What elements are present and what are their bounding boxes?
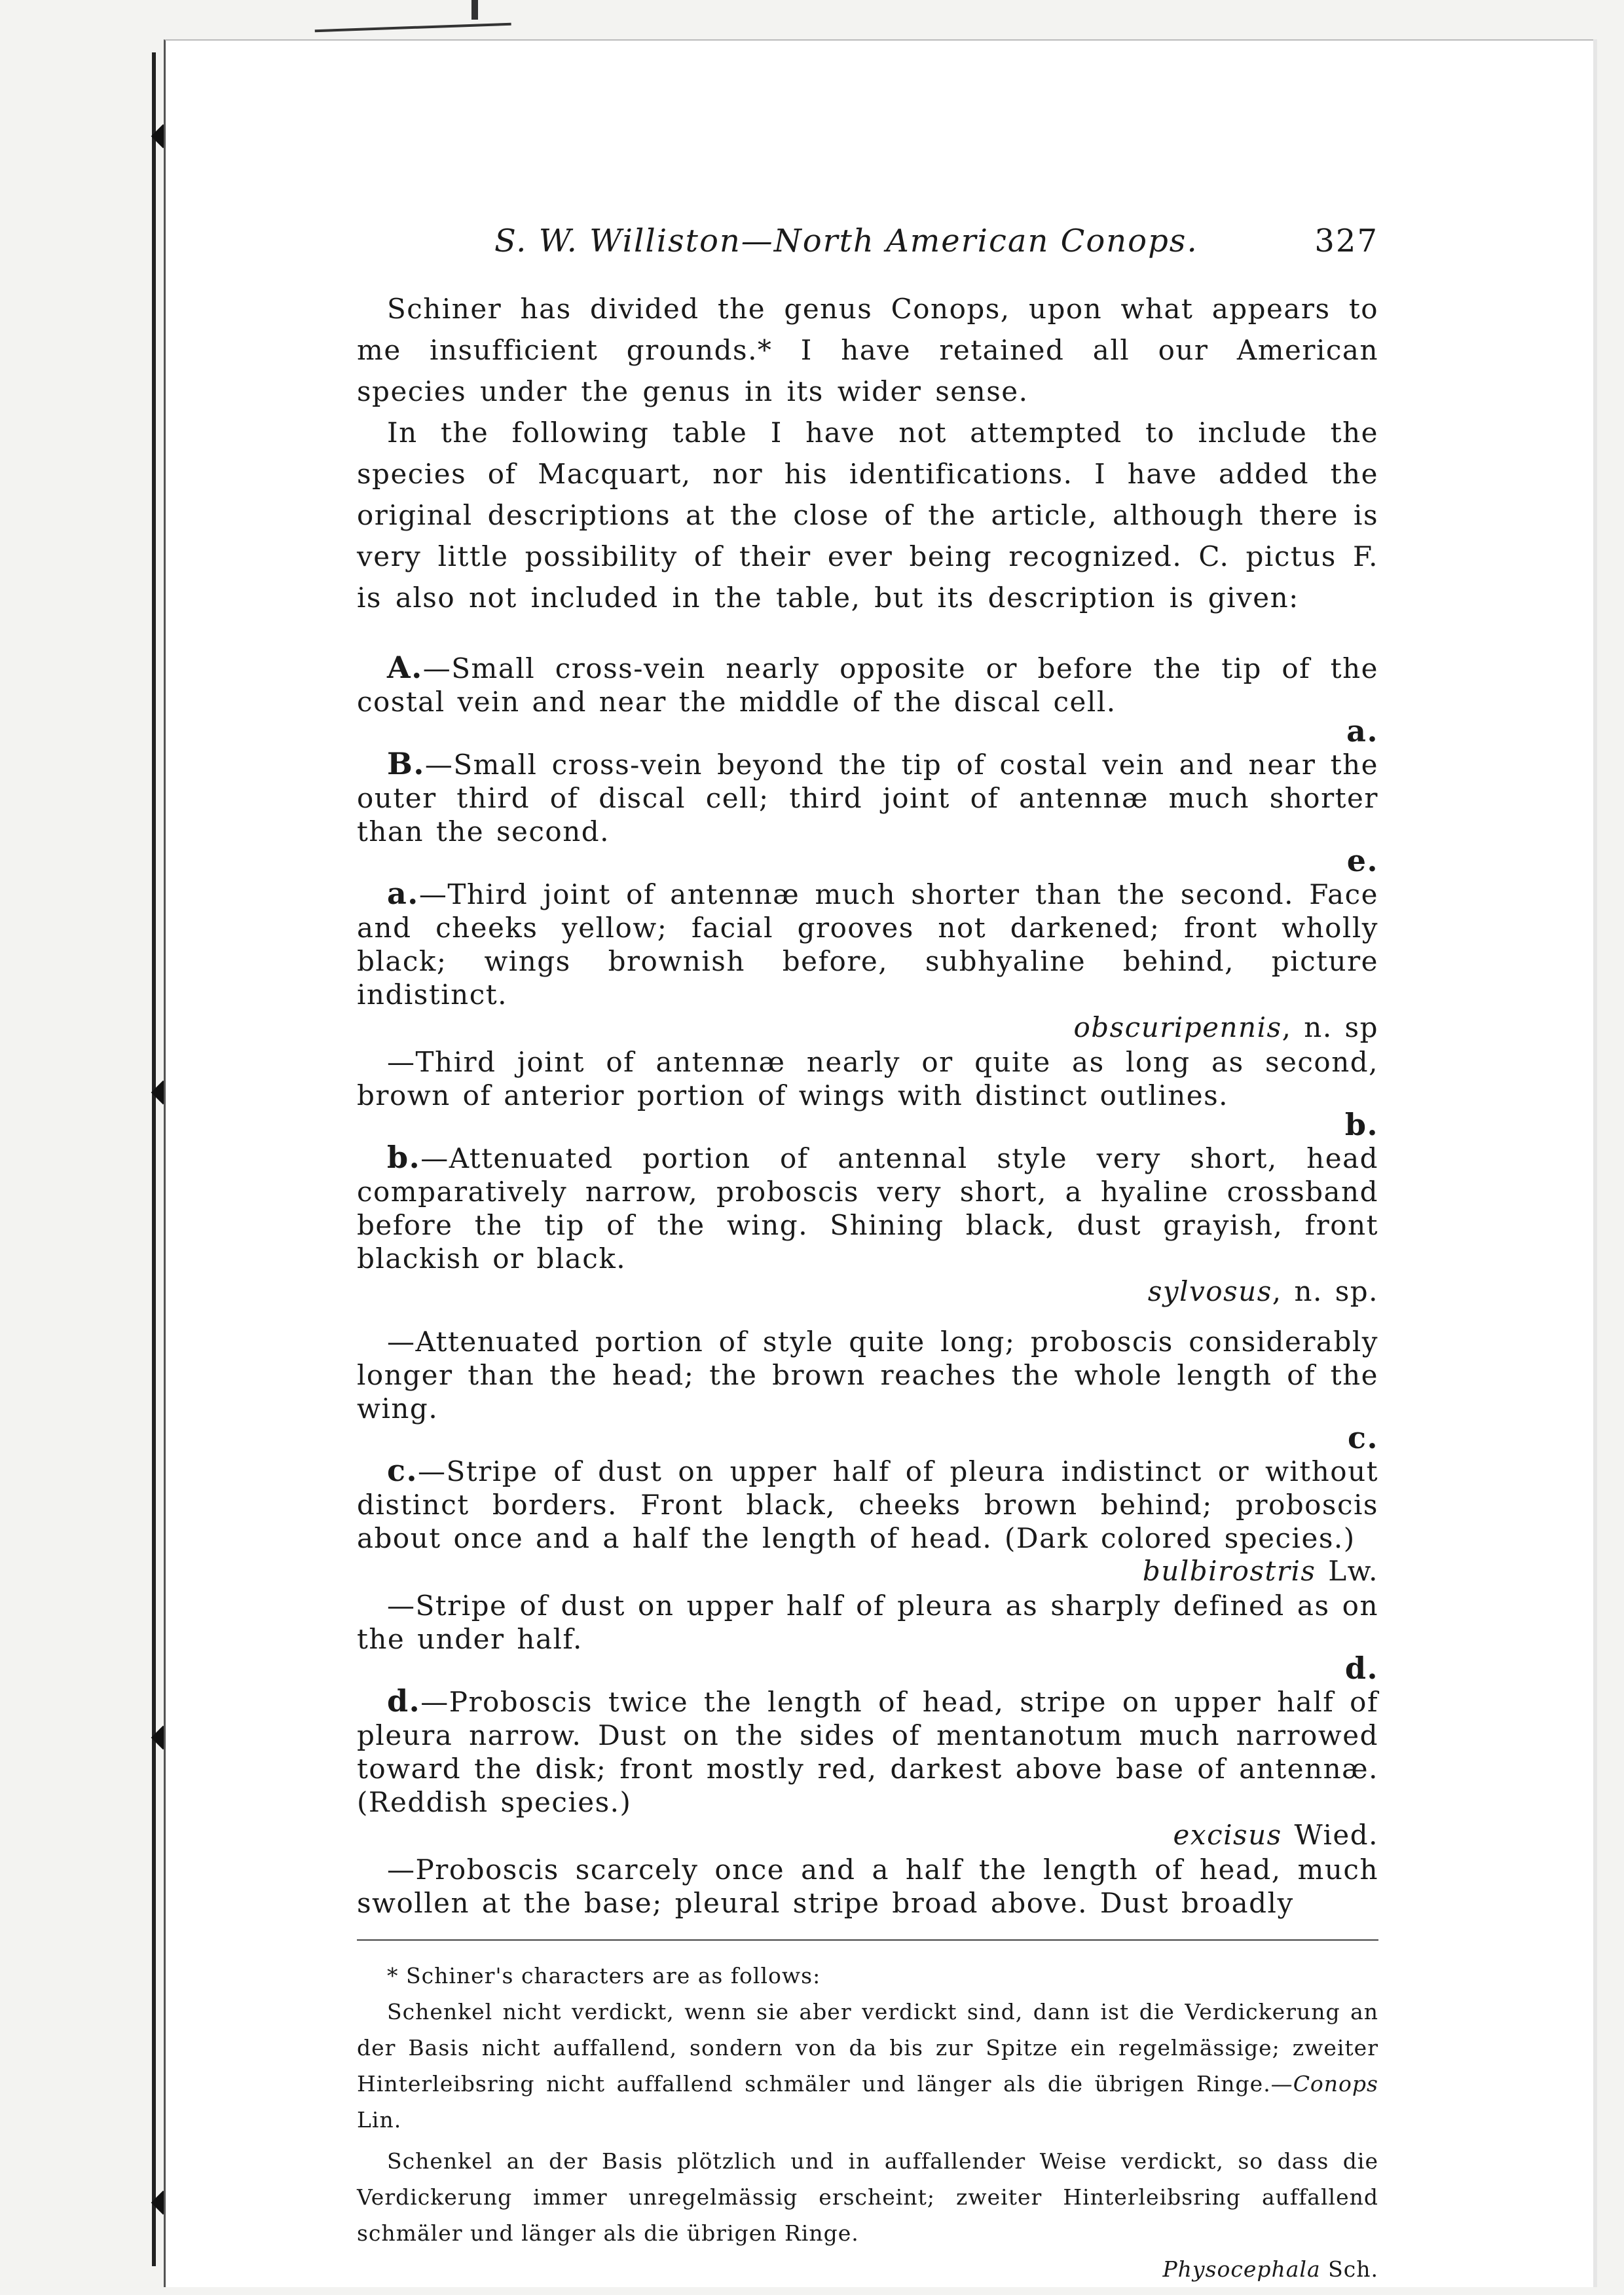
- species-name: obscuripennis: [1073, 1011, 1282, 1043]
- key-entry-d-alt: [357, 1853, 1378, 1920]
- footnote-genus-ref: [357, 2251, 1378, 2287]
- species-author: Lw.: [1316, 1555, 1378, 1587]
- key-entry-a: [357, 877, 1378, 1044]
- key-label: d.: [387, 1683, 421, 1719]
- page-number: 327: [1314, 223, 1378, 259]
- species-name: excisus: [1173, 1819, 1282, 1851]
- key-text: —Stripe of dust on upper half of pleura indistinct or without distinct borders. Front black, cheeks brown behind; proboscis about once and a half the length of head. (Dark colored species.): [357, 1455, 1378, 1554]
- key-text: —Attenuated portion of style quite long; proboscis considerably longer than the head; the brown reaches the whole length of the wing.: [357, 1326, 1378, 1425]
- key-text: —Small cross-vein beyond the tip of costal vein and near the outer third of discal cell; third joint of antennæ much shorter than the second.: [357, 749, 1378, 848]
- footnote-lead: * Schiner's characters are as follows:: [387, 1963, 821, 1988]
- key-text: —Third joint of antennæ much shorter than the second. Face and cheeks yellow; facial grooves not darkened; front wholly black; wings brownish before, subhyaline behind, picture indistinct.: [357, 878, 1378, 1011]
- key-text: —Proboscis scarcely once and a half the length of head, much swollen at the base; pleural stripe broad above. Dust broadly: [357, 1854, 1378, 1919]
- genus-author: Sch.: [1320, 2256, 1378, 2282]
- key-entry-a-alt: [357, 1045, 1378, 1140]
- key-goto: b.: [1344, 1107, 1378, 1142]
- genus-name: Conops: [1293, 2071, 1378, 2097]
- key-entry-c: [357, 1454, 1378, 1588]
- species-author: , n. sp: [1282, 1011, 1378, 1043]
- scan-artifact: [314, 0, 511, 32]
- key-goto: a.: [1346, 713, 1378, 749]
- key-entry-b-alt: [357, 1325, 1378, 1453]
- key-goto: d.: [1344, 1651, 1378, 1686]
- species-reference: [357, 1275, 1378, 1308]
- key-entry-d: [357, 1685, 1378, 1852]
- key-text: —Attenuated portion of antennal style very short, head comparatively narrow, proboscis very short, a hyaline crossband before the tip of the wing. Shining black, dust grayish, front blackish or black.: [357, 1142, 1378, 1275]
- key-goto: c.: [1347, 1420, 1378, 1455]
- key-text: —Proboscis twice the length of head, stripe on upper half of pleura narrow. Dust on the sides of mentanotum much narrowed toward the disk; front mostly red, darkest above base of antennæ. (Reddish species.): [357, 1686, 1378, 1818]
- key-text: —Small cross-vein nearly opposite or before the tip of the costal vein and near the middle of the discal cell.: [357, 652, 1378, 718]
- footnote: [357, 1958, 1378, 2287]
- species-author: , n. sp.: [1272, 1275, 1378, 1307]
- species-name: bulbirostris: [1142, 1555, 1316, 1587]
- key-label: A.: [387, 650, 423, 685]
- key-text: —Stripe of dust on upper half of pleura as sharply defined as on the under half.: [357, 1590, 1378, 1655]
- species-author: Wied.: [1282, 1819, 1378, 1851]
- running-title: S. W. Williston—North American Conops.: [494, 223, 1198, 259]
- species-reference: [357, 1555, 1378, 1588]
- genus-name: Physocephala: [1162, 2256, 1321, 2282]
- species-reference: [357, 1819, 1378, 1852]
- key-entry-B: [357, 747, 1378, 876]
- key-entry-c-alt: [357, 1589, 1378, 1686]
- intro-paragraph-1: Schiner has divided the genus Conops, upon what appears to me insufficient grounds.* I have retained all our American species under the genus in its wider sense.: [357, 293, 1378, 407]
- key-text: —Third joint of antennæ nearly or quite as long as second, brown of anterior portion of wings with distinct outlines.: [357, 1046, 1378, 1111]
- footnote-paragraph-1: [357, 1994, 1378, 2138]
- key-entry-b: [357, 1141, 1378, 1308]
- key-label: b.: [387, 1140, 421, 1175]
- footnote-rule: [357, 1939, 1378, 1941]
- identification-key: [357, 651, 1378, 1920]
- scan-artifact-tick: [471, 0, 478, 20]
- footnote-paragraph-2: [357, 2143, 1378, 2251]
- book-spine: [152, 52, 162, 2266]
- genus-author: Lin.: [357, 2107, 402, 2133]
- species-reference: [357, 1011, 1378, 1044]
- key-label: a.: [387, 876, 419, 911]
- footnote-text: Schenkel nicht verdickt, wenn sie aber verdickt sind, dann ist die Verdickerung an der Basis nicht auffallend, sondern von da bis zur Spitze ein regelmässige; zweiter Hinterleibsring nicht auffallend schmäler und länger als die übrigen Ringe.—: [357, 1999, 1378, 2097]
- key-entry-A: [357, 650, 1378, 749]
- page-content: [357, 223, 1378, 2287]
- footnote-text: Schenkel an der Basis plötzlich und in auffallender Weise verdickt, so dass die Verdickerung immer unregelmässig erscheint; zweiter Hinterleibsring auffallend schmäler und länger als die übrigen Ringe.: [357, 2148, 1378, 2246]
- key-goto: e.: [1346, 843, 1378, 878]
- species-name: sylvosus: [1147, 1275, 1272, 1307]
- key-label: c.: [387, 1453, 418, 1488]
- page-header: [357, 223, 1378, 275]
- key-label: B.: [387, 746, 425, 781]
- intro-paragraph-2: In the following table I have not attempted to include the species of Macquart, nor his identifications. I have added the original descriptions at the close of the article, although there is very little possibility of their ever being recognized. C. pictus F. is also not included in the table, but its description is given:: [357, 417, 1378, 614]
